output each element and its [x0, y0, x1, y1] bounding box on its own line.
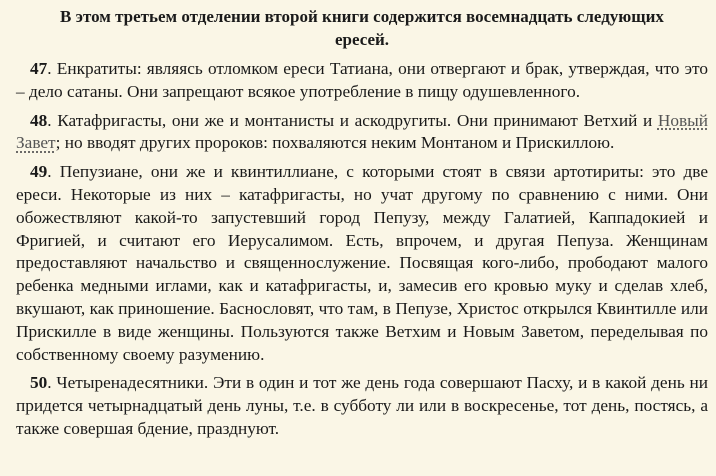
- section-heading: В этом третьем отделении второй книги содержится восемнадцать следующих ересей.: [60, 7, 664, 49]
- paragraph-number: 50: [30, 373, 48, 393]
- paragraph-number: 47: [30, 59, 48, 78]
- paragraph-text: . Енкратиты: являясь отломком ереси Татиана, они отвергают и брак, утверждая, что это – дело сатаны. Они запрещают всякое употребление в пищу одушевленного.: [16, 59, 708, 101]
- paragraph-48: [16, 110, 708, 156]
- paragraph-number: 48: [30, 110, 48, 130]
- new-testament-link[interactable]: Новый Завет: [16, 110, 708, 153]
- paragraph-number: 49: [30, 162, 48, 182]
- paragraph-text: . Пепузиане, они же и квинтиллиане, с которыми стоят в связи артотириты: это две ереси. Некоторые из них – катафригасты, но учат другому по сравнению с ними. Они обожествляют какой-то запустевший город Пепузу, между Галатией, Каппадокией и Фригией, и считают его Иерусалимом. Есть, впрочем, и другая Пепуза. Женщинам предоставляют начальство и священнослужение. Посвящая кого-либо, прободают малого ребенка медными иглами, как и катафригасты, и, замесив его кровью муку и сделав хлеб, вкушают, как приношение. Баснословят, что там, в Пепузе, Христос открылся Квинтилле или Прискилле в виде женщины. Пользуются также Ветхим и Новым Заветом, переделывая по собственному своему разумению.: [16, 162, 708, 364]
- paragraph-text: ; но вводят других пророков: похваляются неким Монтаном и Прискиллою.: [55, 133, 615, 153]
- paragraph-50: [16, 372, 708, 440]
- paragraph-49: [16, 161, 708, 366]
- paragraph-47: [16, 58, 708, 104]
- paragraph-text: . Катафригасты, они же и монтанисты и аскодругиты. Они принимают Ветхий и: [47, 110, 658, 130]
- paragraph-text: . Четыренадесятники. Эти в один и тот же день года совершают Пасху, и в какой день ни придется четырнадцатый день луны, т.е. в субботу ли или в воскресенье, тот день, постясь, а также совершая бдение, празднуют.: [16, 373, 708, 438]
